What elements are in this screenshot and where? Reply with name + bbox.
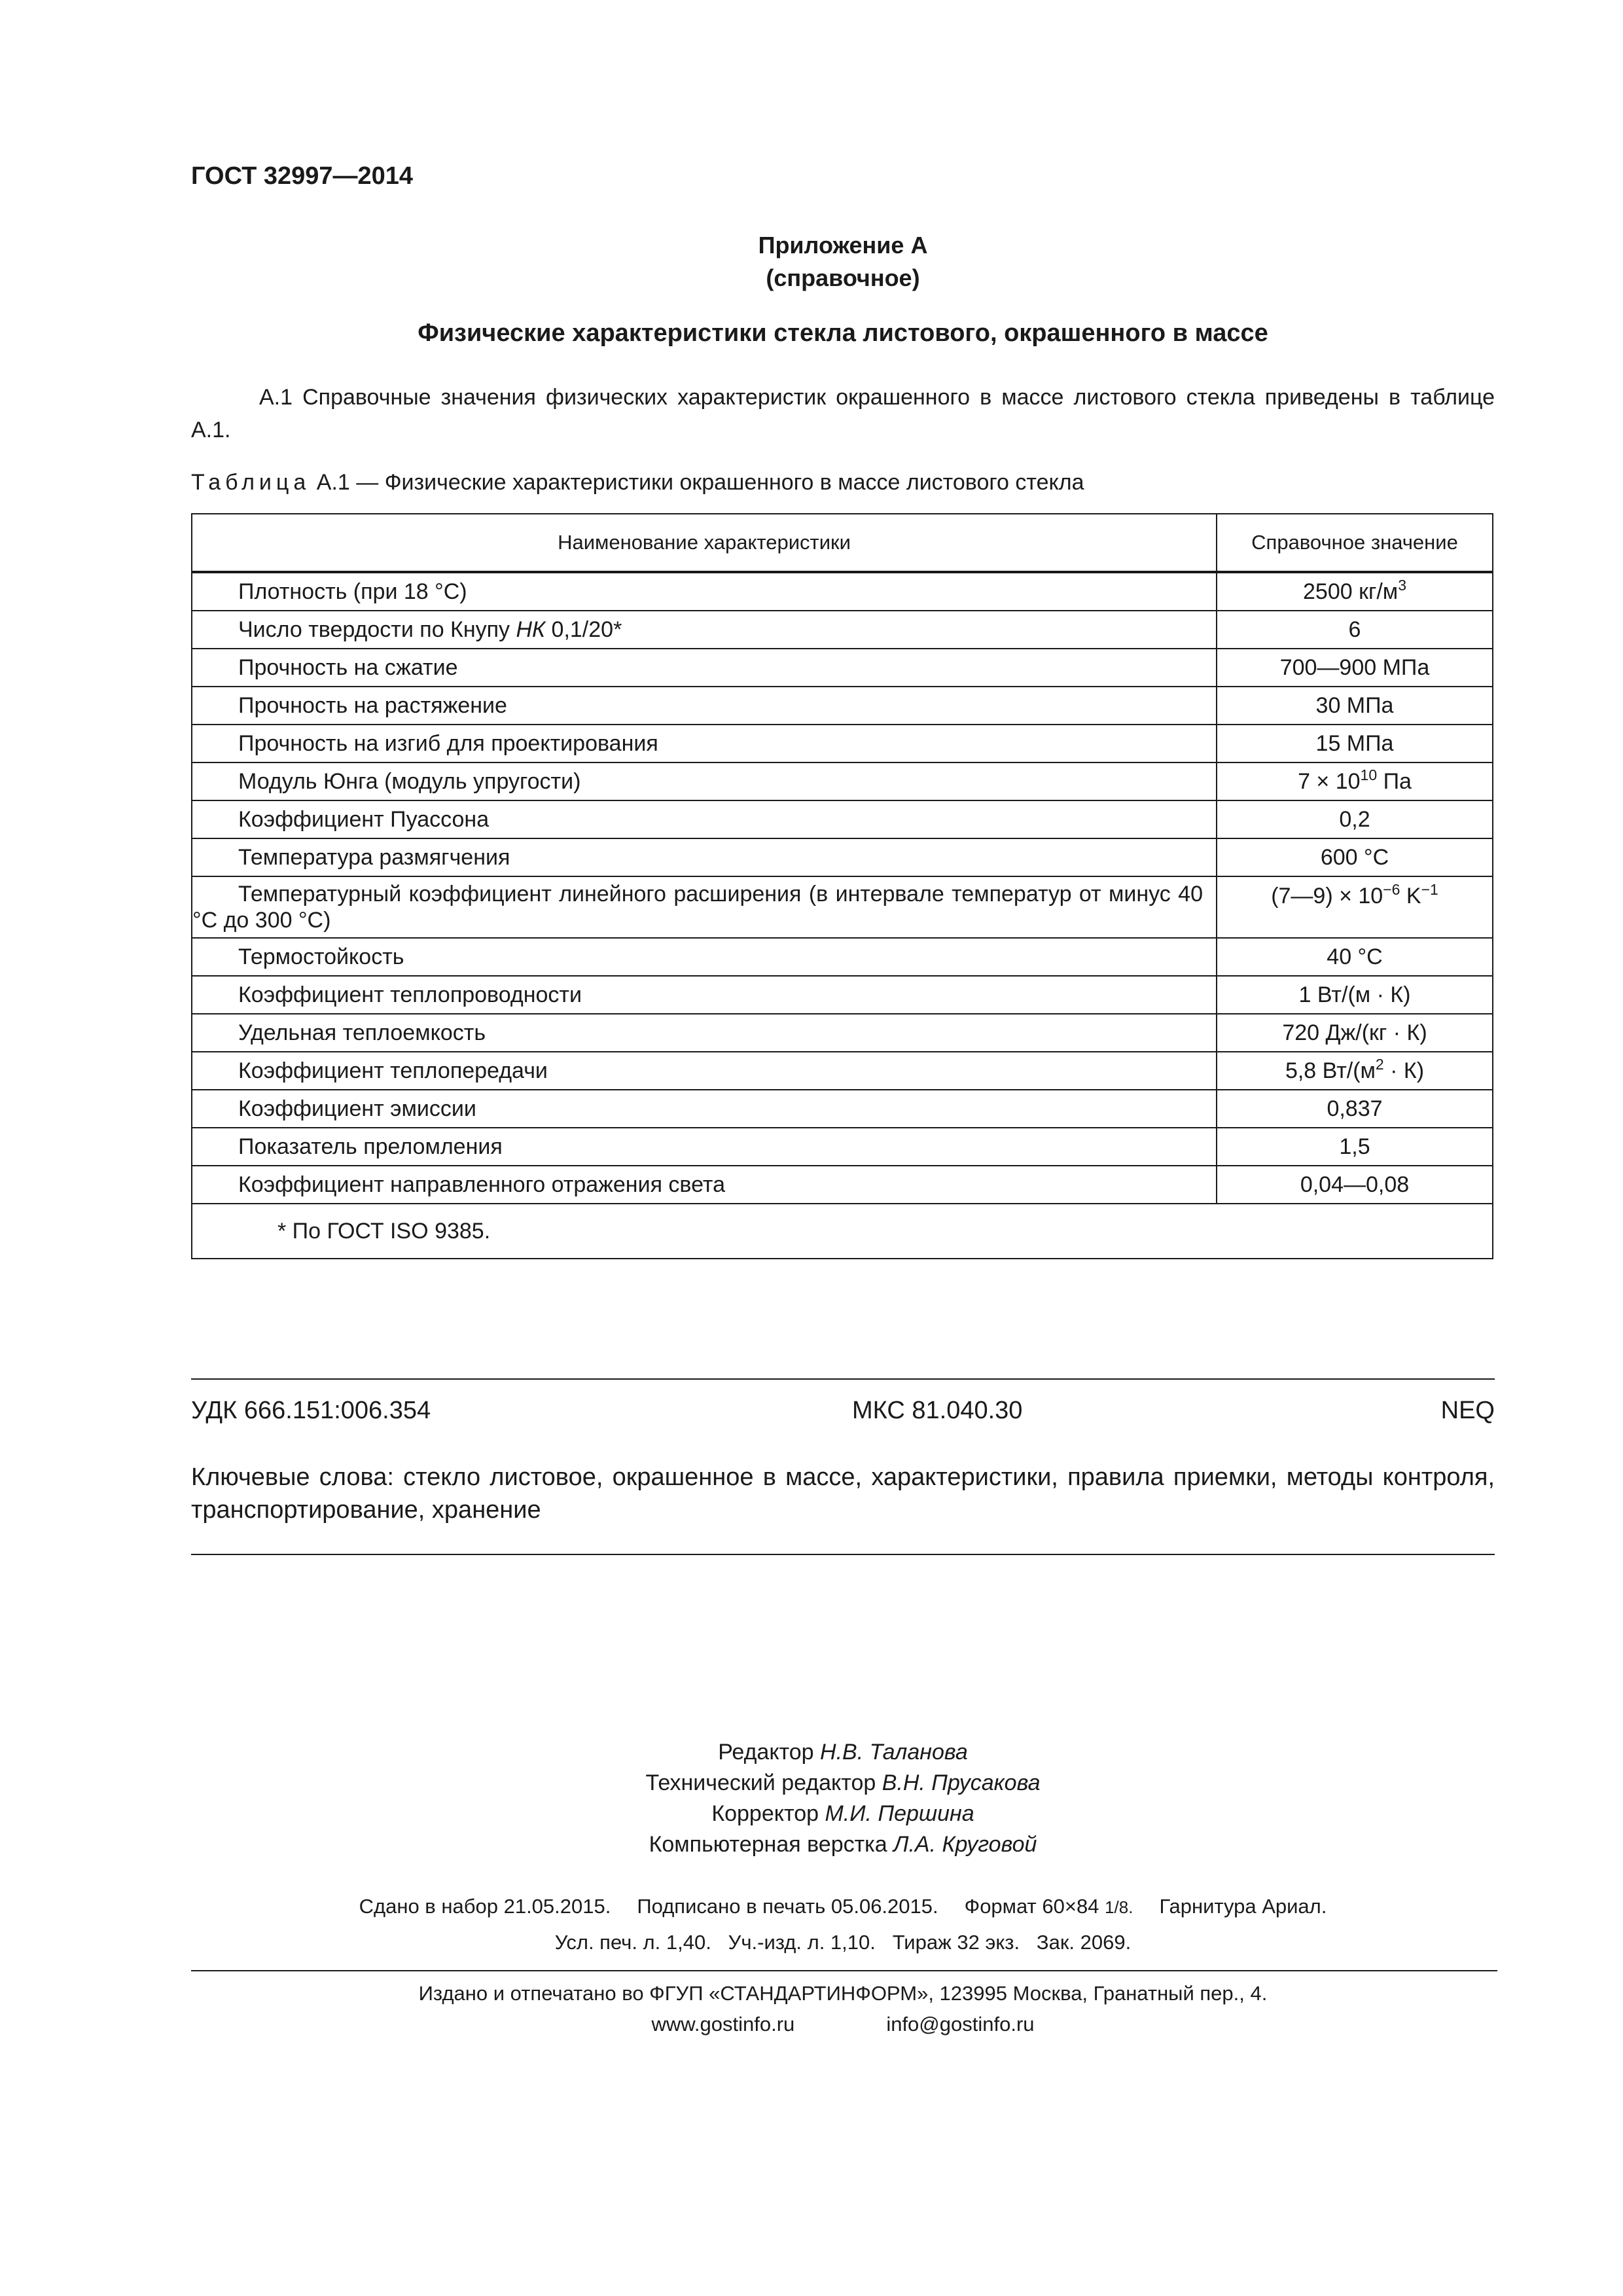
print-info [191,1889,1495,1960]
row-name: Прочность на сжатие [192,649,1217,687]
credit-layout: Компьютерная верстка Л.А. Круговой [649,1832,1037,1857]
table-row [192,1128,1493,1166]
row-value: 1,5 [1217,1128,1493,1166]
row-value: $7 \times 10^{10}$ Па [1217,762,1493,800]
table-footnote-row [192,1204,1493,1259]
row-name: Прочность на изгиб для проектирования [192,725,1217,762]
appendix-title: Приложение А [758,232,928,259]
table-row [192,611,1493,649]
row-value: 0,837 [1217,1090,1493,1128]
column-header-name: Наименование характеристики [192,514,1217,572]
row-name: Коэффициент направленного отражения света [192,1166,1217,1204]
column-header-value: Справочное значение [1217,514,1493,572]
table-row [192,976,1493,1014]
print-info-line2: Усл. печ. л. 1,40. Уч.-изд. л. 1,10. Тираж 32 экз. Зак. 2069. [554,1931,1132,1954]
row-value: 700—900 МПа [1217,649,1493,687]
keywords: Ключевые слова: стекло листовое, окрашенное в массе, характеристики, правила приемки, методы контроля, транспортирование, хранение [191,1463,1495,1524]
table-row [192,1090,1493,1128]
row-value: 6 [1217,611,1493,649]
properties-table [191,513,1493,1259]
table-header-row [192,514,1493,572]
table-row [192,649,1493,687]
row-name: Удельная теплоемкость [192,1014,1217,1052]
credit-editor: Редактор Н.В. Таланова [718,1740,968,1765]
row-name: Температурный коэффициент линейного расширения (в интервале температур от минус 40 °С до 300 °С) [192,876,1217,938]
mks-code: МКС 81.040.30 [852,1397,1023,1424]
divider-bottom [191,1554,1495,1555]
row-value: 720 Дж/(кг · К) [1217,1014,1493,1052]
table-row [192,1052,1493,1090]
print-info-line1: Сдано в набор 21.05.2015. Подписано в печать 05.06.2015. Формат 60×84 1/8. Гарнитура Ариал. [359,1895,1327,1918]
row-name: Температура размягчения [192,838,1217,876]
table-footnote: * По ГОСТ ISO 9385. [192,1204,1493,1259]
table-row [192,725,1493,762]
credit-tech-editor: Технический редактор В.Н. Прусакова [645,1770,1041,1795]
credits-block [191,1737,1495,1860]
table-row [192,762,1493,800]
appendix-heading: Физические характеристики стекла листового, окрашенного в массе [418,319,1268,347]
row-name: Модуль Юнга (модуль упругости) [192,762,1217,800]
document-code: ГОСТ 32997—2014 [191,162,414,190]
table-row [192,800,1493,838]
table-row [192,838,1493,876]
row-value: 5,8 $Вт/(м^2 \cdot К)$ [1217,1052,1493,1090]
table-caption [191,470,1084,495]
publisher-info [191,1978,1495,2039]
divider-top [191,1378,1495,1380]
row-name: Число твердости по Кнупу НК 0,1/20* [192,611,1217,649]
row-name: Коэффициент теплопередачи [192,1052,1217,1090]
row-value: 1 Вт/(м · К) [1217,976,1493,1014]
table-row [192,938,1493,976]
table-row [192,1014,1493,1052]
row-value: 600 °С [1217,838,1493,876]
row-value: 0,2 [1217,800,1493,838]
row-value: 40 °С [1217,938,1493,976]
row-name: Коэффициент Пуассона [192,800,1217,838]
table-row [192,1166,1493,1204]
table-caption-label: Таблица [191,470,311,495]
table-row [192,572,1493,611]
row-name: Коэффициент эмиссии [192,1090,1217,1128]
publisher-line: Издано и отпечатано во ФГУП «СТАНДАРТИНФОРМ», 123995 Москва, Гранатный пер., 4. [418,1982,1268,2005]
row-value: 30 МПа [1217,687,1493,725]
neq-label: NEQ [1440,1397,1495,1424]
divider-publisher [191,1970,1497,1971]
table-caption-text: А.1 — Физические характеристики окрашенного в массе листового стекла [316,470,1084,495]
row-name: Плотность (при 18 °С) [192,572,1217,611]
appendix-status: (справочное) [766,264,920,291]
table-row [192,876,1493,938]
website-link[interactable]: www.gostinfo.ru [651,2013,795,2036]
row-value: 15 МПа [1217,725,1493,762]
row-name: Прочность на растяжение [192,687,1217,725]
table-row [192,687,1493,725]
row-name: Показатель преломления [192,1128,1217,1166]
row-value: 2500 $кг/м^3$ [1217,572,1493,611]
email-link[interactable]: info@gostinfo.ru [886,2013,1035,2036]
intro-paragraph: А.1 Справочные значения физических характеристик окрашенного в массе листового стекла приведены в таблице А.1. [191,385,1495,442]
row-value: 0,04—0,08 [1217,1166,1493,1204]
udc-code: УДК 666.151:006.354 [191,1397,431,1424]
publisher-contacts [191,2009,1495,2039]
row-value: (7—9) × $10^{-6}$ $K^{-1}$ [1217,876,1493,938]
row-name: Коэффициент теплопроводности [192,976,1217,1014]
credit-proofreader: Корректор М.И. Першина [711,1801,974,1826]
appendix-title-block [191,229,1495,295]
row-name: Термостойкость [192,938,1217,976]
